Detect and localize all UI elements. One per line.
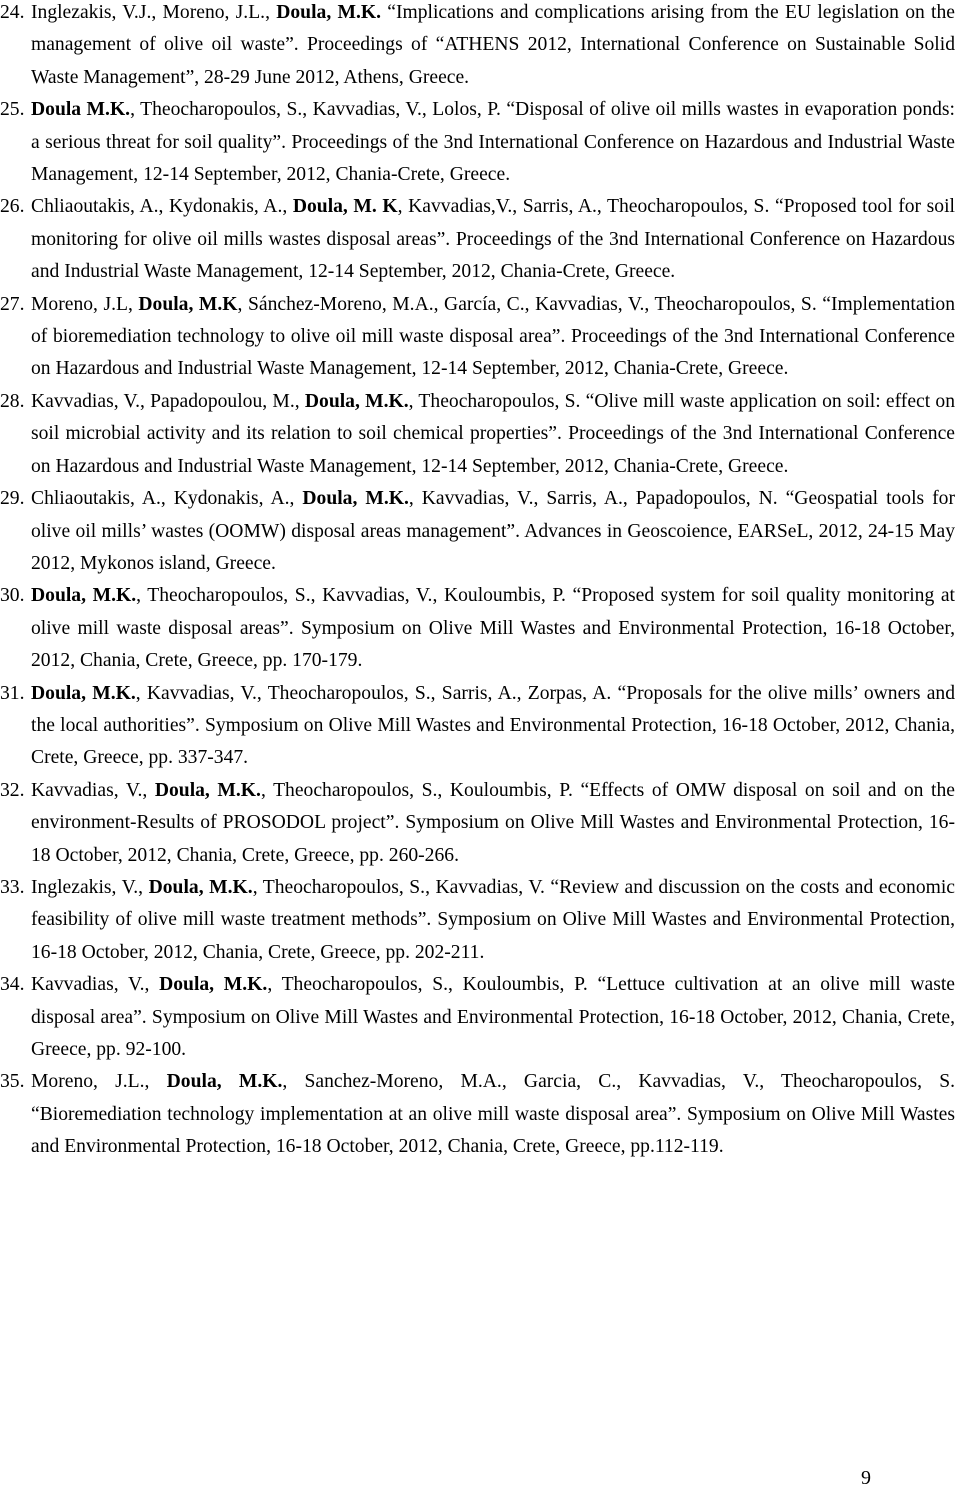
reference-segment: Moreno, J.L.,: [31, 1071, 167, 1093]
reference-segment: , Theocharopoulos, S., Kouloumbis, P. “Effects of OMW disposal on soil and on the environment-Results of PROSODOL project”. Symposium on Olive Mill Wastes and Environmental Protection, 16-18 October, 2012, Chania, Crete, Greece, pp. 260-266.: [31, 779, 955, 866]
reference-text: [0, 191, 955, 288]
reference-segment: , Theocharopoulos, S. “Olive mill waste application on soil: effect on soil microbial activity and its relation to soil chemical properties”. Proceedings of the 3nd International Conference on Hazardous and Industrial Waste Management, 12-14 September, 2012, Chania-Crete, Greece.: [31, 390, 955, 477]
reference-number: 27.: [0, 293, 25, 315]
author-highlight: Doula, M.K.: [166, 1071, 283, 1093]
reference-number: 31.: [0, 682, 25, 704]
reference-item: [0, 1066, 955, 1163]
author-highlight: Doula M.K.: [31, 99, 131, 121]
author-highlight: Doula, M.K: [138, 293, 238, 315]
author-highlight: Doula, M.K.: [302, 488, 409, 510]
reference-number: 33.: [0, 876, 25, 898]
reference-text: [0, 678, 955, 775]
reference-text: [0, 775, 955, 872]
reference-segment: Kavvadias, V.,: [31, 974, 160, 996]
author-highlight: Doula, M.K.: [304, 390, 409, 412]
reference-segment: , Theocharopoulos, S., Kouloumbis, P. “Lettuce cultivation at an olive mill waste disposal area”. Symposium on Olive Mill Wastes and Environmental Protection, 16-18 October, 2012, Chania, Crete, Greece, pp. 92-100.: [31, 974, 955, 1060]
reference-segment: Chliaoutakis, A., Kydonakis, A.,: [31, 196, 293, 218]
reference-number: 25.: [0, 99, 25, 121]
reference-text: [0, 0, 955, 94]
reference-item: [0, 872, 955, 969]
reference-number: 24.: [0, 2, 25, 23]
reference-segment: Inglezakis, V.,: [31, 876, 149, 898]
reference-segment: , Sanchez-Moreno, M.A., Garcia, C., Kavvadias, V., Theocharopoulos, S. “Bioremediation technology implementation at an olive mill waste disposal area”. Symposium on Olive Mill Wastes and Environmental Protection, 16-18 October, 2012, Chania, Crete, Greece, pp.112-119.: [31, 1071, 955, 1158]
reference-item: [0, 678, 955, 775]
reference-number: 32.: [0, 779, 25, 801]
reference-item: [0, 191, 955, 288]
reference-segment: , Kavvadias, V., Sarris, A., Papadopoulos, N. “Geospatial tools for olive oil mills’ wastes (OOMW) disposal areas management”. Advances in Geoscoience, EARSeL, 2012, 24-15 May 2012, Mykonos island, Greece.: [31, 488, 955, 574]
author-highlight: Doula, M.K.: [154, 779, 261, 801]
author-highlight: Doula, M.K.: [276, 2, 381, 23]
author-highlight: Doula, M.K.: [31, 585, 137, 607]
reference-text: [0, 969, 955, 1066]
reference-segment: , Theocharopoulos, S., Kavvadias, V., Kouloumbis, P. “Proposed system for soil quality monitoring at olive mill waste disposal areas”. Symposium on Olive Mill Wastes and Environmental Protection, 16-18 October, 2012, Chania, Crete, Greece, pp. 170-179.: [31, 585, 955, 672]
reference-text: [0, 94, 955, 191]
reference-segment: Moreno, J.L,: [31, 293, 139, 315]
reference-item: [0, 0, 955, 94]
reference-segment: , Kavvadias,V., Sarris, A., Theocharopoulos, S. “Proposed tool for soil monitoring for olive oil mills wastes disposal areas”. Proceedings of the 3nd International Conference on Hazardous and Industrial Waste Management, 12-14 September, 2012, Chania-Crete, Greece.: [31, 196, 955, 283]
reference-text: [0, 483, 955, 580]
reference-segment: , Theocharopoulos, S., Kavvadias, V., Lolos, P. “Disposal of olive oil mills wastes in evaporation ponds: a serious threat for soil quality”. Proceedings of the 3nd International Conference on Hazardous and Industrial Waste Management, 12-14 September, 2012, Chania-Crete, Greece.: [31, 99, 955, 186]
reference-item: [0, 775, 955, 872]
reference-segment: , Theocharopoulos, S., Kavvadias, V. “Review and discussion on the costs and economic feasibility of olive mill waste treatment methods”. Symposium on Olive Mill Wastes and Environmental Protection, 16-18 October, 2012, Chania, Crete, Greece, pp. 202-211.: [31, 876, 955, 963]
reference-number: 35.: [0, 1071, 25, 1093]
reference-text: [0, 289, 955, 386]
reference-segment: , Kavvadias, V., Theocharopoulos, S., Sarris, A., Zorpas, A. “Proposals for the olive mills’ owners and the local authorities”. Symposium on Olive Mill Wastes and Environmental Protection, 16-18 October, 2012, Chania, Crete, Greece, pp. 337-347.: [31, 682, 955, 769]
reference-segment: Chliaoutakis, A., Kydonakis, A.,: [31, 488, 303, 510]
reference-number: 26.: [0, 196, 25, 218]
author-highlight: Doula, M.K.: [148, 876, 253, 898]
reference-text: [0, 872, 955, 969]
reference-item: [0, 580, 955, 677]
reference-text: [0, 580, 955, 677]
reference-segment: , Sánchez-Moreno, M.A., García, C., Kavvadias, V., Theocharopoulos, S. “Implementation of bioremediation technology to olive oil mill waste disposal area”. Proceedings of the 3nd International Conference on Hazardous and Industrial Waste Management, 12-14 September, 2012, Chania-Crete, Greece.: [31, 293, 955, 380]
reference-segment: Inglezakis, V.J., Moreno, J.L.,: [31, 2, 277, 23]
reference-item: [0, 289, 955, 386]
reference-text: [0, 1066, 955, 1163]
reference-number: 34.: [0, 974, 25, 996]
author-highlight: Doula, M.K.: [159, 974, 268, 996]
reference-text: [0, 386, 955, 483]
reference-segment: “Implications and complications arising from the EU legislation on the management of olive oil waste”. Proceedings of “ATHENS 2012, International Conference on Sustainable Solid Waste Management”, 28-29 June 2012, Athens, Greece.: [31, 2, 955, 88]
reference-item: [0, 386, 955, 483]
reference-number: 28.: [0, 390, 25, 412]
page-number: 9: [861, 1467, 871, 1489]
reference-item: [0, 969, 955, 1066]
reference-segment: Kavvadias, V., Papadopoulou, M.,: [31, 390, 305, 412]
reference-number: 29.: [0, 488, 25, 510]
reference-item: [0, 483, 955, 580]
author-highlight: Doula, M. K: [292, 196, 398, 218]
reference-segment: Kavvadias, V.,: [31, 779, 155, 801]
reference-number: 30.: [0, 585, 25, 607]
reference-item: [0, 94, 955, 191]
author-highlight: Doula, M.K.: [31, 682, 136, 704]
